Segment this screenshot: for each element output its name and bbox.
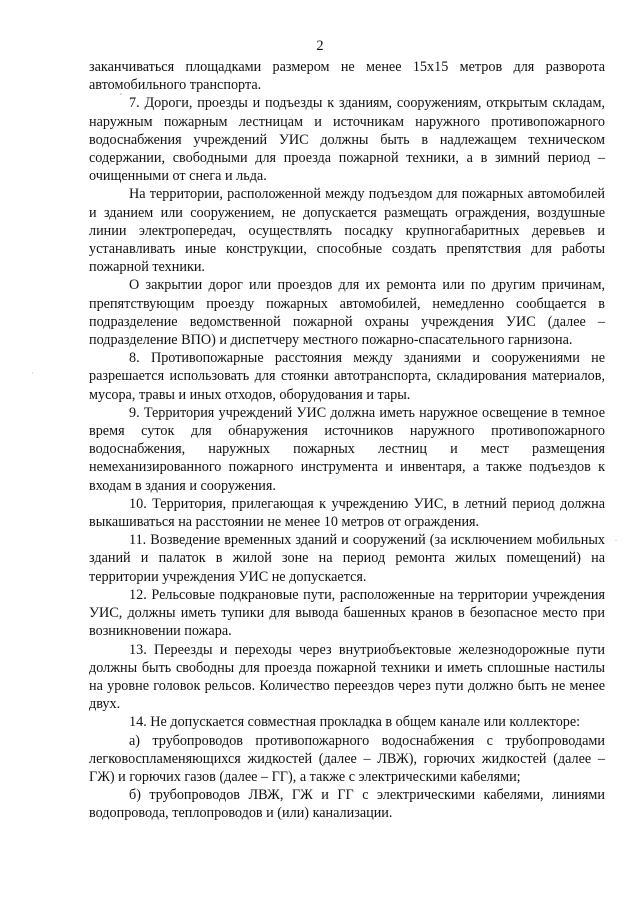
paragraph-item-14a: а) трубопроводов противопожарного водоснабжения с трубопроводами легковоспламеняющихся жидкостей (далее – ЛВЖ), горючих жидкостей (далее – ГЖ) и горючих газов (далее – ГГ), а также с электрическими кабелями; [89,732,605,785]
paragraph-continuation: заканчиваться площадками размером не менее 15x15 метров для разворота автомобильного транспорта. [89,59,605,94]
document-body [89,58,605,823]
scan-speck [120,93,122,95]
paragraph-item-14: 14. Не допускается совместная прокладка в общем канале или коллекторе: [129,714,581,731]
paragraph-item-14b: б) трубопроводов ЛВЖ, ГЖ и ГГ с электрическими кабелями, линиями водопровода, теплопроводов и (или) канализации. [89,787,605,822]
paragraph-road-closure: О закрытии дорог или проездов для их ремонта или по другим причинам, препятствующим проезду пожарных автомобилей, немедленно сообщается в подразделение ведомственной пожарной охраны учреждения УИС (далее – подразделение ВПО) и диспетчеру местного пожарно-спасательного гарнизона. [89,277,605,349]
paragraph-item-10: 10. Территория, прилегающая к учреждению УИС, в летний период должна выкашиваться на расстоянии не менее 10 метров от ограждения. [89,495,605,531]
paragraph-item-12: 12. Рельсовые подкрановые пути, расположенные на территории учреждения УИС, должны иметь тупики для вывода башенных кранов в безопасное место при возникновении пожара. [89,586,605,640]
page-number: 2 [316,38,324,54]
scan-speck [32,372,33,374]
paragraph-fire-truck-access: На территории, расположенной между подъездом для пожарных автомобилей и зданием или сооружением, не допускается размещать ограждения, воздушные линии электропередач, осуществлять посадку крупногабаритных деревьев и устанавливать иные конструкции, способные создать препятствия для работы пожарной техники. [89,186,605,276]
paragraph-item-7: 7. Дороги, проезды и подъезды к зданиям, сооружениям, открытым складам, наружным пожарным лестницам и источникам наружного противопожарного водоснабжения учреждений УИС должны быть в надлежащем техническом содержании, свободными для проезда пожарной техники, а в зимний период – очищенными от снега и льда. [89,95,605,185]
paragraph-item-13: 13. Переезды и переходы через внутриобъектовые железнодорожные пути должны быть свободны для проезда пожарной техники и иметь сплошные настилы на уровне головок рельсов. Количество переездов через пути должно быть не менее двух. [89,641,605,713]
paragraph-item-9: 9. Территория учреждений УИС должна иметь наружное освещение в темное время суток для обнаружения источников наружного противопожарного водоснабжения, наружных пожарных лестниц и мест размещения немеханизированного пожарного инструмента и инвентаря, а также подъездов к входам в здания и сооружения. [89,404,605,494]
paragraph-item-8: 8. Противопожарные расстояния между зданиями и сооружениями не разрешается использовать для стоянки автотранспорта, складирования материалов, мусора, травы и иных отходов, оборудования и тары. [89,350,605,403]
paragraph-item-11: 11. Возведение временных зданий и сооружений (за исключением мобильных зданий и палаток в жилой зоне на период ремонта жилых помещений) на территории учреждения УИС не допускается. [89,532,605,585]
scan-speck [615,540,617,541]
